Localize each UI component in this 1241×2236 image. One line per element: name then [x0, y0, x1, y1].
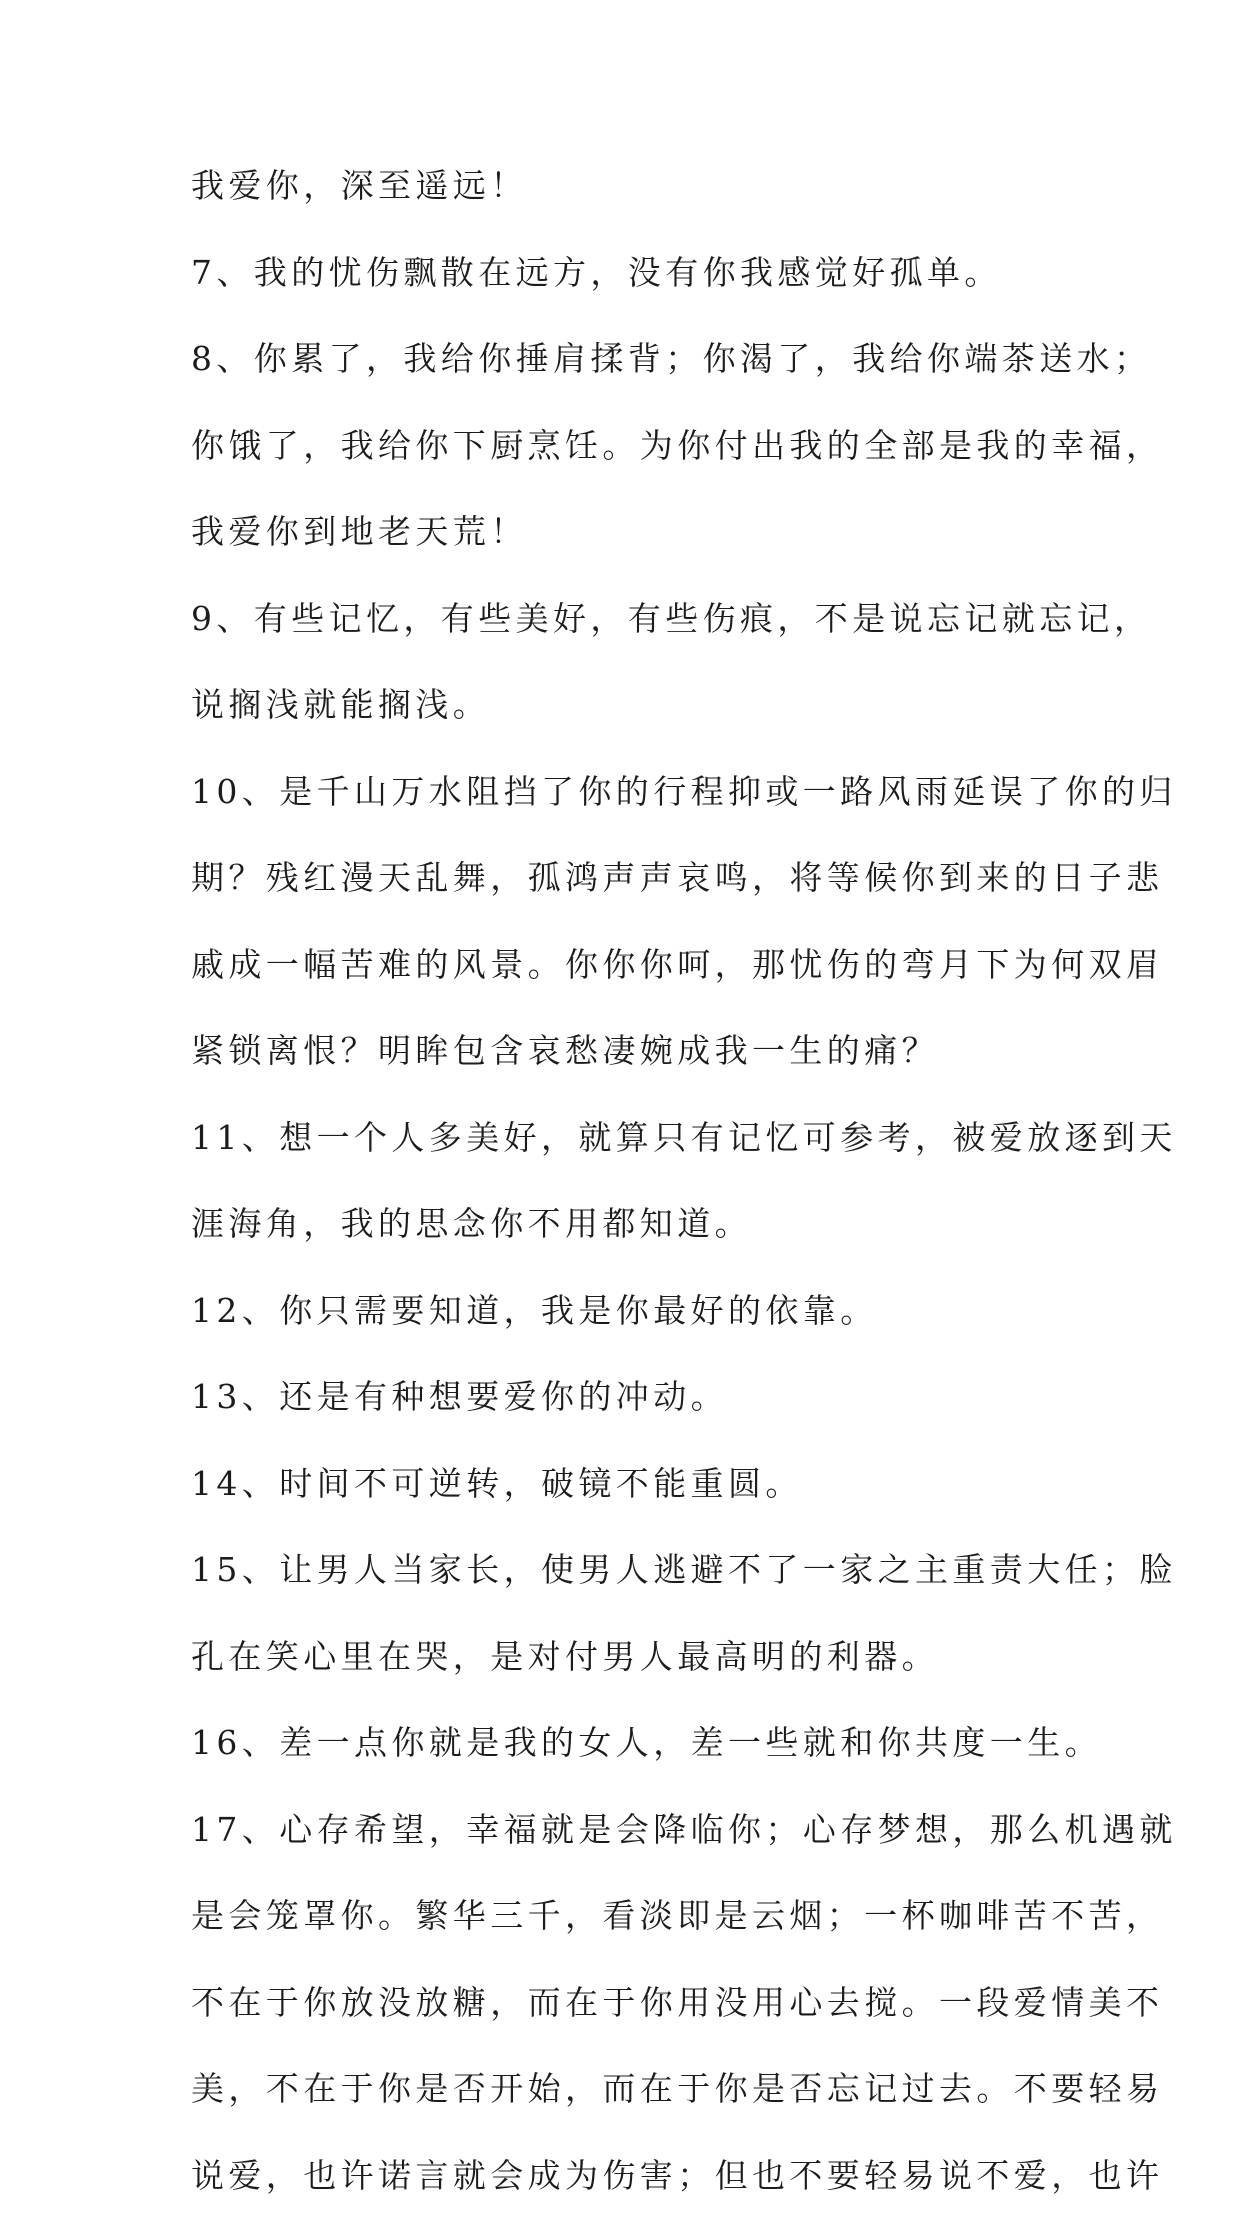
- text-line: 17、心存希望，幸福就是会降临你；心存梦想，那么机遇就: [191, 1804, 1091, 1891]
- text-line: 戚成一幅苦难的风景。你你你呵，那忧伤的弯月下为何双眉: [191, 939, 1091, 1026]
- text-line: 我爱你，深至遥远！: [191, 160, 1091, 247]
- text-line: 14、时间不可逆转，破镜不能重圆。: [191, 1458, 1091, 1545]
- text-line: 说爱，也许诺言就会成为伤害；但也不要轻易说不爱，也许: [191, 2150, 1091, 2236]
- text-line: 不在于你放没放糖，而在于你用没用心去搅。一段爱情美不: [191, 1977, 1091, 2064]
- text-line: 你饿了，我给你下厨烹饪。为你付出我的全部是我的幸福，: [191, 420, 1091, 507]
- text-line: 11、想一个人多美好，就算只有记忆可参考，被爱放逐到天: [191, 1112, 1091, 1199]
- text-line: 10、是千山万水阻挡了你的行程抑或一路风雨延误了你的归: [191, 766, 1091, 853]
- text-line: 期？残红漫天乱舞，孤鸿声声哀鸣，将等候你到来的日子悲: [191, 852, 1091, 939]
- text-line: 12、你只需要知道，我是你最好的依靠。: [191, 1285, 1091, 1372]
- text-line: 9、有些记忆，有些美好，有些伤痕，不是说忘记就忘记，: [191, 593, 1091, 680]
- text-line: 孔在笑心里在哭，是对付男人最高明的利器。: [191, 1631, 1091, 1718]
- text-line: 说搁浅就能搁浅。: [191, 679, 1091, 766]
- text-line: 15、让男人当家长，使男人逃避不了一家之主重责大任；脸: [191, 1544, 1091, 1631]
- text-line: 16、差一点你就是我的女人，差一些就和你共度一生。: [191, 1717, 1091, 1804]
- text-line: 是会笼罩你。繁华三千，看淡即是云烟；一杯咖啡苦不苦，: [191, 1890, 1091, 1977]
- text-line: 紧锁离恨？明眸包含哀愁凄婉成我一生的痛？: [191, 1025, 1091, 1112]
- text-line: 涯海角，我的思念你不用都知道。: [191, 1198, 1091, 1285]
- text-line: 我爱你到地老天荒！: [191, 506, 1091, 593]
- text-line: 13、还是有种想要爱你的冲动。: [191, 1371, 1091, 1458]
- text-line: 7、我的忧伤飘散在远方，没有你我感觉好孤单。: [191, 247, 1091, 334]
- text-line: 8、你累了，我给你捶肩揉背；你渴了，我给你端茶送水；: [191, 333, 1091, 420]
- body-text: [191, 160, 1091, 2236]
- text-line: 美，不在于你是否开始，而在于你是否忘记过去。不要轻易: [191, 2063, 1091, 2150]
